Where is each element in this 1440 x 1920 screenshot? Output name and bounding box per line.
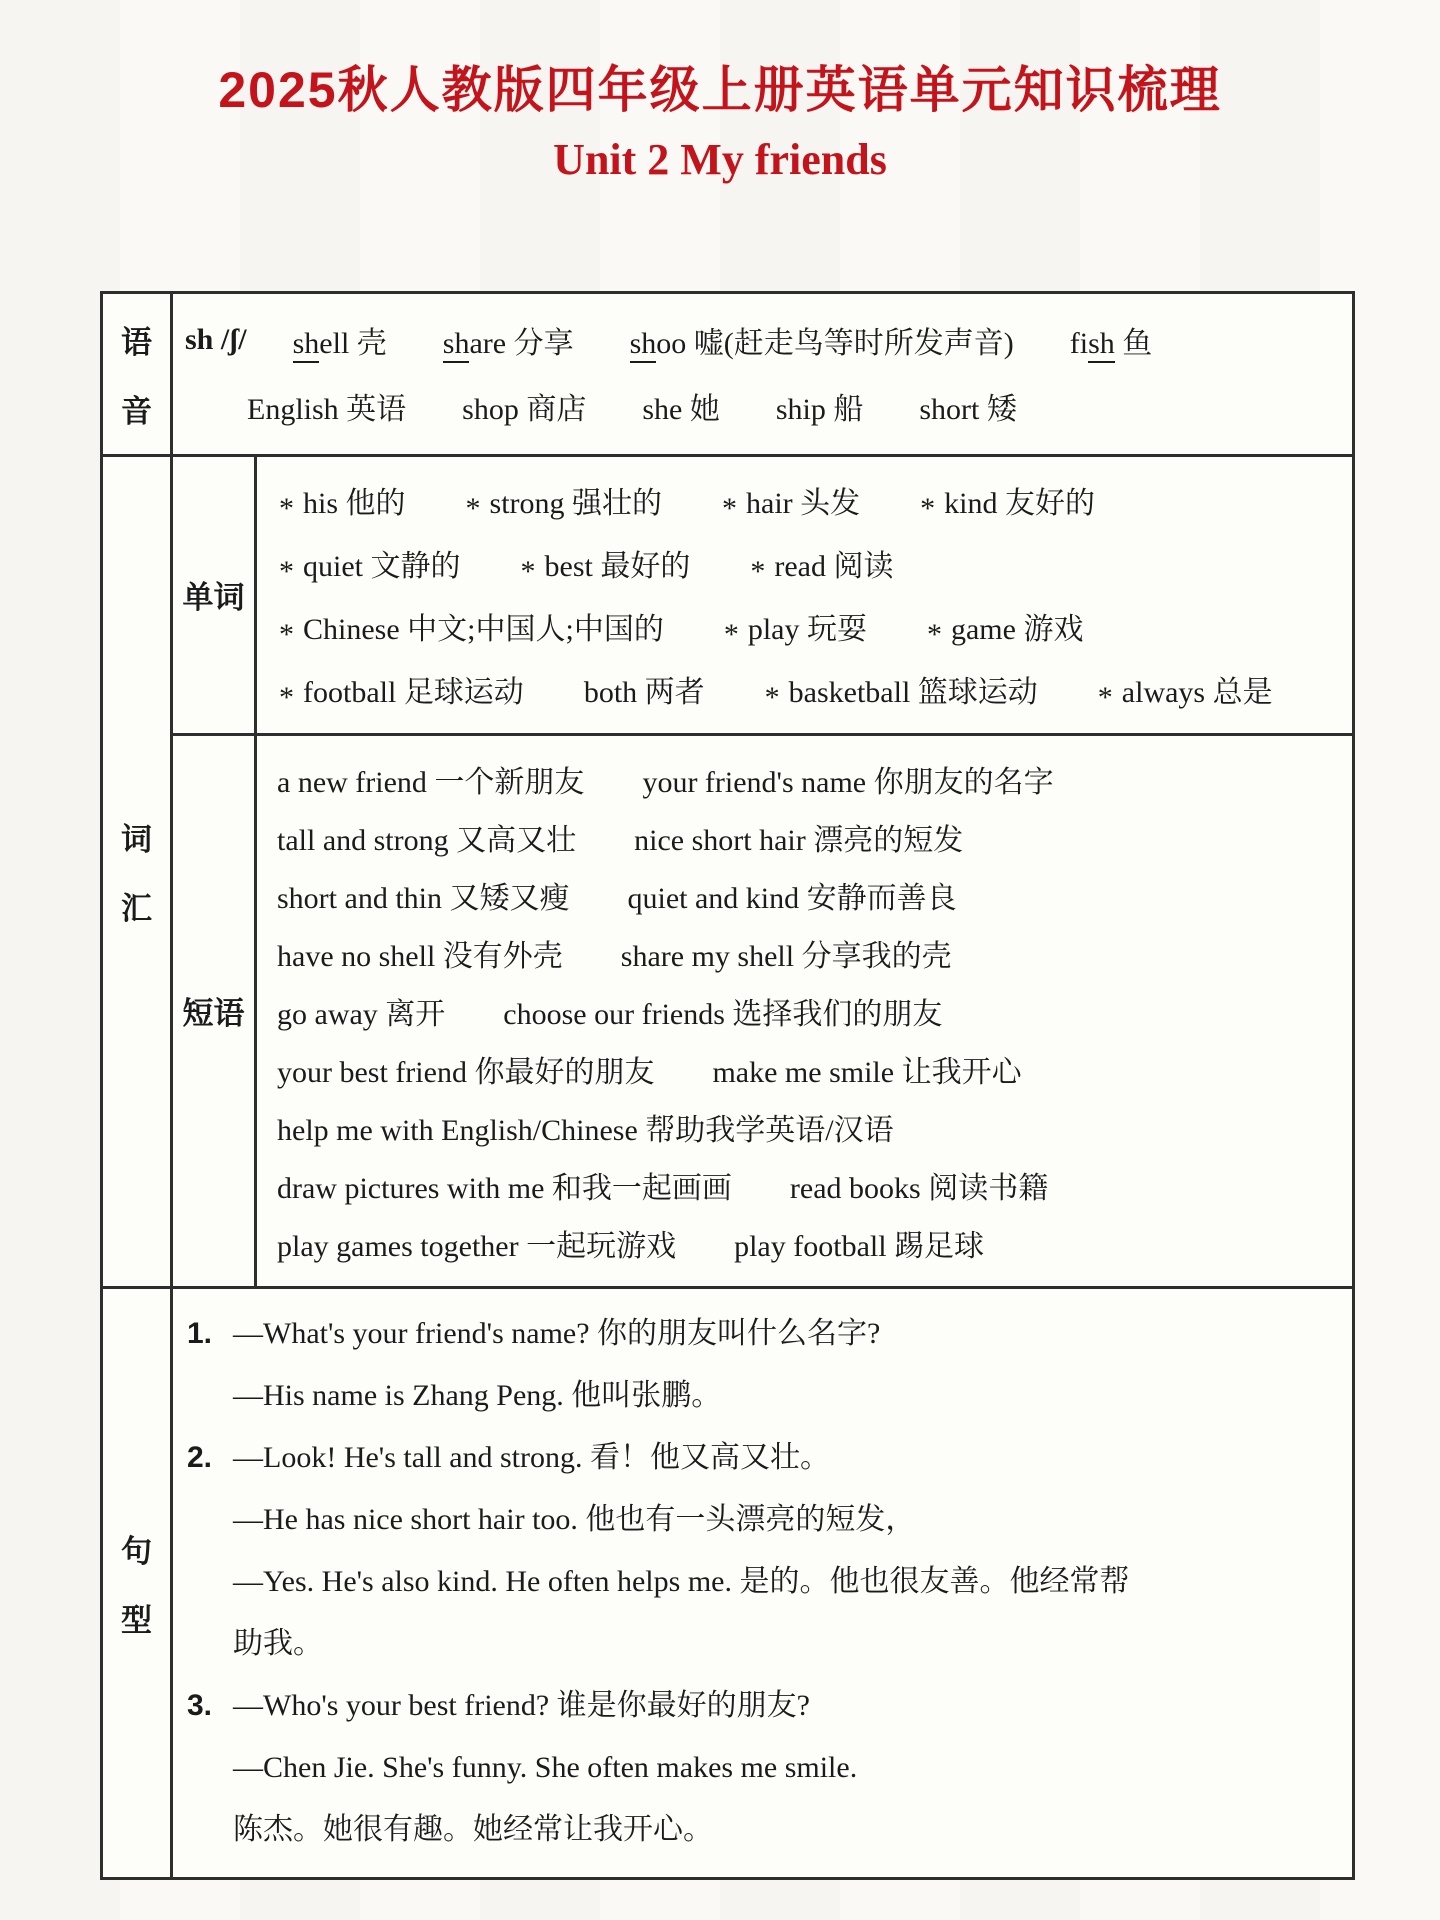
word-en: Chinese [303, 613, 400, 647]
word-zh: 中文;中国人;中国的 [399, 613, 664, 647]
word-item [279, 478, 406, 526]
sentences-row-label [103, 1289, 173, 1877]
row-label-char: 汇 [121, 891, 152, 927]
phrase-item [277, 815, 576, 859]
document-header [0, 0, 1440, 187]
phrase-zh: 你朋友的名字 [866, 765, 1054, 799]
vocabulary-content [173, 457, 1352, 1286]
sentence-lines [233, 1303, 1342, 1427]
word-zh: 友好的 [997, 487, 1095, 521]
word-en: kind [944, 487, 998, 521]
words-content [257, 457, 1352, 733]
phrase-en: play games together [277, 1229, 519, 1263]
phrase-item [277, 931, 563, 975]
sentence-number: 1. [187, 1316, 213, 1350]
phonetics-words-line-1 [293, 318, 1153, 362]
word-line [279, 595, 1344, 658]
phrase-en: quiet and kind [627, 881, 800, 915]
phonics-underlined-letters: sh [293, 327, 320, 363]
word-en: play [747, 613, 800, 647]
sentence-item [187, 1303, 1342, 1427]
phonics-underlined-letters: sh [443, 327, 470, 363]
phrase-item [503, 989, 942, 1033]
word-zh: 他的 [338, 487, 406, 521]
phrase-en: read books [789, 1171, 921, 1205]
sentences-row [103, 1286, 1352, 1877]
phrase-item [642, 757, 1053, 801]
phrase-zh: 阅读书籍 [920, 1171, 1049, 1205]
phrase-zh: 没有外壳 [435, 939, 563, 973]
phrase-item [634, 815, 963, 859]
phonics-word [642, 384, 720, 428]
word-zh: 阅读 [825, 550, 894, 584]
word-item [1097, 667, 1273, 715]
phonetics-row [103, 294, 1352, 454]
word-en: basketball [788, 676, 911, 710]
phonics-word-en [462, 393, 519, 426]
word-en: read [774, 550, 826, 584]
sentence-number: 2. [187, 1440, 213, 1474]
phonics-word-en [776, 393, 826, 426]
phrase-en: tall and strong [277, 823, 449, 857]
sentence-line: —His name is Zhang Peng. 他叫张鹏。 [233, 1378, 722, 1412]
word-line [279, 469, 1344, 532]
word-en: strong [489, 487, 565, 521]
phonics-word-zh: 矮 [979, 392, 1017, 426]
phrase-zh: 踢足球 [886, 1229, 985, 1263]
page-subtitle: Unit 2 My friends [553, 135, 887, 184]
word-en: football [303, 676, 397, 710]
phonics-word [443, 318, 574, 362]
phrase-item [790, 1163, 1048, 1207]
phonics-word-en [293, 327, 350, 363]
word-zh: 足球运动 [396, 676, 524, 710]
phrase-item [277, 989, 445, 1033]
phonics-word [293, 318, 387, 362]
phrases-sublabel: 短语 [173, 736, 257, 1286]
word-zh: 玩耍 [799, 613, 867, 647]
phonics-word-zh: 她 [682, 392, 720, 426]
word-zh: 两者 [637, 676, 705, 710]
word-item [723, 604, 867, 652]
phrase-item [277, 1163, 732, 1207]
phonetics-content [173, 294, 1352, 454]
star-marker: * [1097, 681, 1113, 715]
phonics-word-zh: 鱼 [1114, 326, 1153, 360]
star-marker: * [279, 681, 294, 715]
star-marker: * [279, 555, 294, 589]
phrase-line [277, 866, 1344, 924]
phonics-word-plain: are [469, 326, 507, 360]
sentence-line: —Who's your best friend? 谁是你最好的朋友? [233, 1688, 810, 1722]
word-item [584, 667, 705, 711]
phonics-word-zh: 商店 [518, 392, 587, 426]
phrase-item [277, 757, 584, 801]
phrase-en: your best friend [277, 1055, 467, 1089]
word-item [722, 478, 861, 526]
phonics-word-plain: oo [656, 326, 687, 360]
knowledge-table [100, 291, 1355, 1880]
phrase-en: short and thin [277, 881, 442, 915]
phonics-word-plain: short [919, 392, 980, 426]
phrase-item [277, 1047, 654, 1091]
phonetics-line-1 [185, 307, 1344, 373]
phonics-word-plain: English [247, 392, 339, 426]
phrase-en: draw pictures with me [277, 1171, 545, 1205]
phrase-line [277, 808, 1344, 866]
sentences-content [173, 1289, 1352, 1877]
phrase-zh: 和我一起画画 [544, 1171, 732, 1205]
phonics-word [1070, 318, 1153, 362]
sentence-line: 陈杰。她很有趣。她经常让我开心。 [233, 1812, 713, 1846]
sentence-number: 3. [187, 1688, 213, 1722]
word-zh: 强壮的 [564, 487, 663, 521]
word-en: always [1121, 676, 1206, 710]
phrase-item [621, 931, 952, 975]
phrase-line [277, 1214, 1344, 1272]
star-marker: * [926, 618, 942, 652]
phonics-underlined-letters: sh [1088, 327, 1115, 363]
sentence-line: 助我。 [233, 1626, 323, 1660]
sentence-line: —Chen Jie. She's funny. She often makes me smile. [233, 1750, 858, 1784]
phrase-en: make me smile [712, 1055, 895, 1089]
words-sublabel: 单词 [173, 457, 257, 733]
phonics-word-zh: 嘘(赶走鸟等时所发声音) [686, 326, 1014, 360]
sentence-lines [233, 1675, 1342, 1861]
word-zh: 头发 [792, 487, 861, 521]
sentence-line: —He has nice short hair too. 他也有一头漂亮的短发， [233, 1502, 916, 1536]
phrase-line [277, 1156, 1344, 1214]
phrase-en: choose our friends [503, 997, 725, 1031]
row-label-char: 句 [121, 1533, 152, 1569]
phrase-line [277, 924, 1344, 982]
vocabulary-row-label [103, 457, 173, 1286]
phonics-word-plain: fi [1069, 326, 1089, 360]
phrase-line [277, 750, 1344, 808]
phrase-item [277, 1105, 894, 1149]
sentence-item [187, 1427, 1342, 1675]
phrase-item [712, 1047, 1021, 1091]
word-en: game [950, 613, 1016, 647]
word-item [279, 541, 461, 589]
word-en: hair [746, 487, 793, 521]
phonics-word-plain: ell [319, 326, 350, 360]
phrase-zh: 一起玩游戏 [518, 1229, 677, 1263]
star-marker: * [279, 492, 294, 526]
word-en: best [544, 550, 593, 584]
phrase-en: help me with English/Chinese [277, 1113, 638, 1147]
star-marker: * [764, 681, 780, 715]
word-line [279, 532, 1344, 595]
word-item [465, 478, 663, 526]
word-en: both [583, 676, 638, 710]
star-marker: * [723, 618, 739, 652]
phonics-word-en [247, 393, 339, 426]
star-marker: * [465, 492, 481, 526]
phonics-word [919, 384, 1017, 428]
phrase-zh: 又矮又瘦 [442, 881, 570, 915]
phonics-underlined-letters: sh [630, 327, 657, 363]
phonics-word-en [642, 393, 682, 426]
word-item [279, 604, 664, 652]
phonics-word-zh: 壳 [349, 326, 387, 360]
phrase-zh: 你最好的朋友 [466, 1055, 655, 1089]
word-en: quiet [303, 550, 363, 584]
phonics-word-zh: 船 [825, 392, 864, 426]
phonics-word-plain: she [642, 392, 683, 426]
word-line [279, 658, 1344, 721]
phrase-zh: 一个新朋友 [426, 765, 585, 799]
phrase-en: your friend's name [642, 765, 867, 799]
star-marker: * [750, 555, 766, 589]
phrase-zh: 又高又壮 [448, 823, 577, 857]
phonics-word-plain: shop [462, 392, 519, 426]
phonetics-row-label [103, 294, 173, 454]
phrase-en: share my shell [620, 939, 795, 973]
row-label-char: 语 [121, 324, 152, 360]
phonics-word-zh: 分享 [506, 326, 574, 360]
phrase-en: go away [277, 997, 378, 1031]
word-item [926, 604, 1084, 652]
phrase-zh: 漂亮的短发 [805, 823, 964, 857]
phrases-subrow [173, 733, 1352, 1286]
word-en: his [303, 487, 339, 521]
word-item [520, 541, 691, 589]
phrase-item [277, 873, 570, 917]
row-label-char: 型 [121, 1602, 152, 1638]
phrase-en: nice short hair [634, 823, 806, 857]
word-item [764, 667, 1038, 715]
sentence-item [187, 1675, 1342, 1861]
word-zh: 最好的 [592, 550, 691, 584]
phonics-word-en [630, 327, 687, 363]
star-marker: * [279, 618, 294, 652]
word-item [279, 667, 524, 715]
sentence-lines [233, 1427, 1342, 1675]
page-title: 2025秋人教版四年级上册英语单元知识梳理 [218, 62, 1222, 118]
phrase-item [734, 1221, 984, 1265]
phrases-content [257, 736, 1352, 1286]
phrase-zh: 让我开心 [894, 1055, 1022, 1089]
phrase-item [277, 1221, 676, 1265]
row-label-char: 音 [121, 393, 152, 429]
phrase-en: a new friend [277, 765, 427, 799]
phonics-word-en [1070, 327, 1115, 363]
phrase-en: have no shell [277, 939, 436, 973]
phonics-word [247, 384, 406, 428]
phrase-zh: 分享我的壳 [794, 939, 952, 973]
phrase-zh: 帮助我学英语/汉语 [637, 1113, 894, 1147]
phrase-line [277, 982, 1344, 1040]
word-zh: 文静的 [363, 550, 461, 584]
phrase-item [628, 873, 957, 917]
phrase-line [277, 1040, 1344, 1098]
word-item [920, 478, 1095, 526]
star-marker: * [722, 492, 738, 526]
star-marker: * [520, 555, 536, 589]
sentence-line: —Look! He's tall and strong. 看！他又高又壮。 [233, 1440, 831, 1474]
sentence-line: —Yes. He's also kind. He often helps me. 是的。他也很友善。他经常帮 [233, 1564, 1130, 1598]
phonetics-sound: sh /ʃ/ [185, 322, 247, 356]
word-zh: 游戏 [1015, 613, 1084, 647]
phrase-line [277, 1098, 1344, 1156]
words-subrow [173, 457, 1352, 733]
phonics-word [630, 318, 1014, 362]
vocabulary-row [103, 454, 1352, 1286]
row-label-char: 词 [121, 822, 152, 858]
word-item [750, 541, 894, 589]
phonics-word-en [443, 327, 506, 363]
phonics-word-en [919, 393, 979, 426]
star-marker: * [920, 492, 936, 526]
phonics-word-zh: 英语 [338, 392, 407, 426]
sentence-line: —What's your friend's name? 你的朋友叫什么名字? [233, 1316, 881, 1350]
word-zh: 总是 [1205, 676, 1273, 710]
phrase-en: play football [734, 1229, 887, 1263]
phrase-zh: 安静而善良 [799, 881, 957, 915]
phrase-zh: 离开 [377, 997, 446, 1031]
word-zh: 篮球运动 [910, 676, 1038, 710]
phonics-word [776, 384, 864, 428]
phonics-word-plain: ship [775, 392, 826, 426]
phonetics-words-line-2 [247, 373, 1344, 439]
phrase-zh: 选择我们的朋友 [724, 997, 943, 1031]
phonics-word [462, 384, 586, 428]
